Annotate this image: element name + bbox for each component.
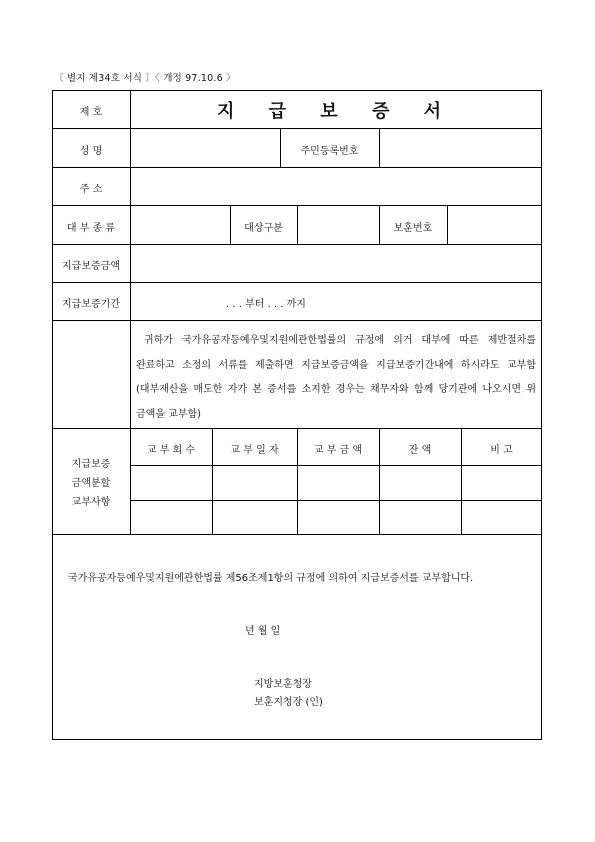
notice-paragraph: 귀하가 국가유공자등예우및지원에관한법률의 규정에 의거 대부에 따른 제반절차를 완료하고 소정의 서류를 제출하면 지급보증금액을 지급보증기간내에 하시라도 교부함(대부재산을 매도한 자가 본 증서를 소지한 경우는 채무자와 함께 당기관에 나오시면 위 금액을 교부함) — [136, 335, 536, 420]
target-category-label: 대상구분 — [244, 223, 283, 234]
number-label: 제 호 — [79, 107, 103, 118]
row-divider — [52, 534, 542, 535]
column-header-issue-amount: 교 부 금 액 — [313, 445, 363, 456]
issuer-branch-office-seal: 보훈지청장 (인) — [254, 697, 323, 708]
resident-number-label: 주민등록번호 — [300, 146, 359, 157]
row-divider — [52, 244, 542, 245]
row-divider — [130, 500, 542, 501]
address-label: 주 소 — [79, 184, 103, 195]
column-header-remarks: 비 고 — [490, 445, 513, 456]
installment-section-label — [52, 455, 130, 512]
row-divider — [52, 282, 542, 283]
column-divider — [297, 205, 298, 244]
column-divider — [379, 128, 380, 167]
veteran-number-label: 보훈번호 — [393, 223, 433, 234]
guarantee-period-label: 지급보증기간 — [62, 299, 120, 310]
installment-label-line: 지급보증 — [71, 459, 111, 470]
column-divider — [447, 205, 448, 244]
row-divider — [52, 167, 542, 168]
issue-date-line: 년 월 일 — [245, 626, 281, 637]
column-header-installment-count: 교 부 회 수 — [146, 445, 196, 456]
row-divider — [130, 465, 542, 466]
column-header-balance: 잔 액 — [408, 445, 432, 456]
row-divider — [52, 128, 542, 129]
column-divider — [130, 90, 131, 534]
column-header-issue-date: 교 부 일 자 — [230, 445, 279, 456]
document-title: 지 급 보 증 서 — [216, 101, 455, 122]
installment-label-line: 금액분할 — [71, 478, 111, 489]
row-divider — [52, 320, 542, 321]
name-label: 성 명 — [79, 146, 103, 157]
loan-type-label: 대 부 종 류 — [66, 223, 116, 234]
guarantee-amount-label: 지급보증금액 — [62, 261, 120, 272]
issuance-statement: 국가유공자등예우및지원에관한법률 제56조제1항의 규정에 의하여 지급보증서를 교부합니다. — [68, 573, 474, 584]
guarantee-period-field[interactable]: . . . 부터 . . . 까지 — [226, 299, 306, 310]
issuer-regional-office: 지방보훈청장 — [254, 679, 312, 690]
form-number-note: 〔 별지 제34호 서식 〕〈 개정 97.10.6 〉 — [54, 73, 236, 84]
installment-label-line: 교부사항 — [71, 497, 111, 508]
